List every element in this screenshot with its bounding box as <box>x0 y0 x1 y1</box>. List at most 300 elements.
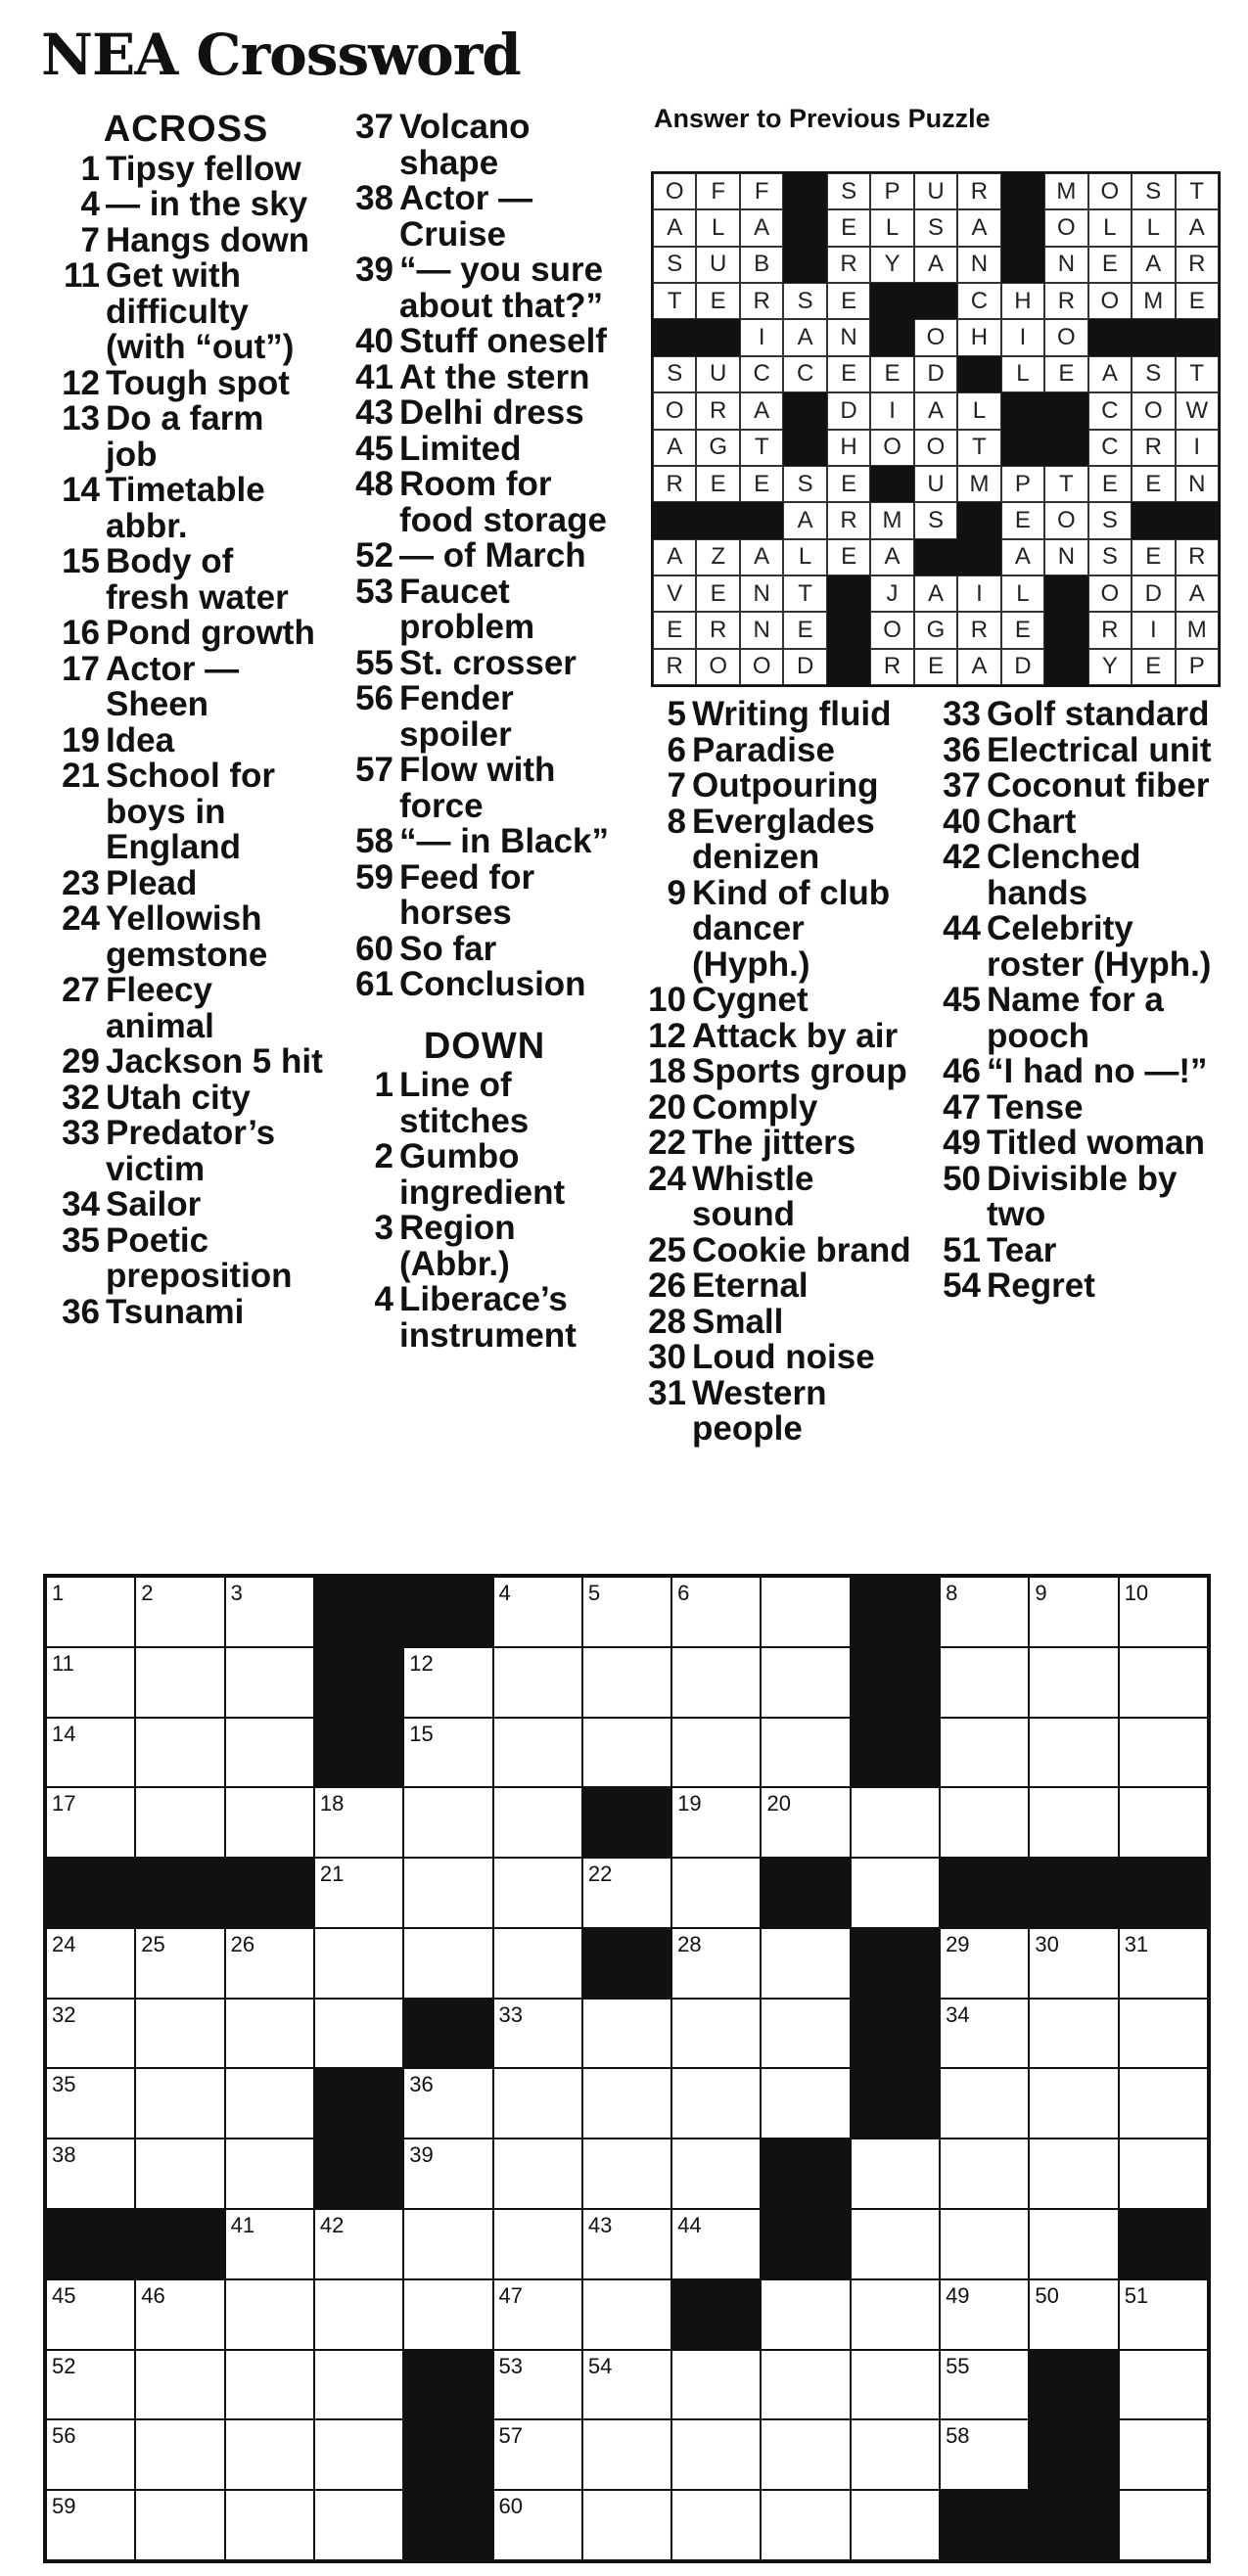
black-square <box>1029 1858 1118 1928</box>
answer-letter-cell: A <box>1088 356 1132 392</box>
clue <box>641 1087 915 1127</box>
grid-cell[interactable] <box>761 1787 850 1858</box>
grid-cell[interactable] <box>1119 2279 1208 2350</box>
grid-cell[interactable] <box>46 2350 135 2420</box>
grid-cell[interactable] <box>582 2209 671 2279</box>
black-square <box>403 1577 492 1647</box>
grid-cell[interactable] <box>671 1577 761 1647</box>
grid-cell[interactable] <box>225 2068 314 2139</box>
answer-letter-cell: L <box>870 209 913 246</box>
clue <box>641 1268 915 1305</box>
grid-cell[interactable] <box>671 2490 761 2560</box>
answer-letter-cell: A <box>740 209 783 246</box>
grid-cell[interactable] <box>46 1577 135 1647</box>
grid-cell[interactable] <box>403 2209 492 2279</box>
grid-cell[interactable] <box>225 2139 314 2209</box>
clue-text: Tsunami <box>106 1292 245 1331</box>
black-square <box>403 2350 492 2420</box>
grid-cell[interactable] <box>225 2279 314 2350</box>
clue-text: Conclusion <box>399 965 586 1003</box>
grid-cell[interactable] <box>135 2490 224 2560</box>
down-heading: DOWN <box>423 1025 546 1067</box>
answer-letter-cell: L <box>957 392 1000 429</box>
clue <box>343 253 626 324</box>
grid-cell[interactable] <box>1119 1999 1208 2069</box>
grid-cell[interactable] <box>582 2139 671 2209</box>
answer-letter-cell: P <box>870 173 913 209</box>
answer-letter-cell: O <box>1132 392 1175 429</box>
grid-cell[interactable] <box>1119 2419 1208 2490</box>
grid-cell[interactable] <box>940 2279 1029 2350</box>
answer-letter-cell: A <box>783 502 826 538</box>
grid-cell[interactable] <box>493 2068 582 2139</box>
clue-number: 7 <box>667 766 686 805</box>
grid-cell[interactable] <box>493 2209 582 2279</box>
grid-cell[interactable] <box>135 1577 224 1647</box>
grid-cell[interactable] <box>1119 2350 1208 2420</box>
grid-cell[interactable] <box>403 2279 492 2350</box>
spacer <box>343 1003 626 1027</box>
answer-black-square <box>1001 247 1044 283</box>
clue-number: 22 <box>648 1124 686 1162</box>
grid-cell[interactable] <box>314 1787 403 1858</box>
grid-cell[interactable] <box>761 2279 850 2350</box>
answer-letter-cell: R <box>696 612 739 648</box>
cell-number: 57 <box>498 2423 524 2449</box>
grid-cell[interactable] <box>493 1999 582 2069</box>
grid-cell[interactable] <box>225 1999 314 2069</box>
answer-letter-cell: E <box>1176 283 1219 319</box>
grid-cell[interactable] <box>403 2068 492 2139</box>
answer-letter-cell: S <box>1088 502 1132 538</box>
grid-cell[interactable] <box>46 2068 135 2139</box>
grid-cell[interactable] <box>851 2279 940 2350</box>
answer-letter-cell: M <box>1176 612 1219 648</box>
grid-cell[interactable] <box>314 2209 403 2279</box>
answer-letter-cell: R <box>696 392 739 429</box>
black-square <box>851 1577 940 1647</box>
answer-letter-cell: A <box>740 392 783 429</box>
clue-text: Feed for horses <box>399 857 535 932</box>
clue <box>343 110 626 181</box>
answer-black-square <box>783 209 826 246</box>
grid-cell[interactable] <box>493 1718 582 1788</box>
clue-text: Kind of club dancer (Hyph.) <box>692 873 891 984</box>
grid-cell[interactable] <box>135 2350 224 2420</box>
grid-cell[interactable] <box>403 1858 492 1928</box>
grid-cell[interactable] <box>135 1718 224 1788</box>
grid-cell[interactable] <box>940 1718 1029 1788</box>
grid-cell[interactable] <box>46 2279 135 2350</box>
grid-cell[interactable] <box>671 1858 761 1928</box>
grid-cell[interactable] <box>46 1647 135 1718</box>
answer-letter-cell: A <box>653 430 696 466</box>
grid-cell[interactable] <box>225 2350 314 2420</box>
grid-cell[interactable] <box>851 2209 940 2279</box>
answer-black-square <box>783 430 826 466</box>
grid-cell[interactable] <box>582 1577 671 1647</box>
grid-cell[interactable] <box>493 1928 582 1999</box>
answer-black-square <box>1176 319 1219 355</box>
grid-cell[interactable] <box>225 2490 314 2560</box>
clue <box>49 473 323 544</box>
grid-cell[interactable] <box>671 2068 761 2139</box>
black-square <box>761 2209 850 2279</box>
clue-text: Body of fresh water <box>106 542 289 617</box>
grid-cell[interactable] <box>761 1647 850 1718</box>
grid-cell[interactable] <box>225 1577 314 1647</box>
clue-text: Do a farm job <box>106 399 264 474</box>
grid-cell[interactable] <box>403 1718 492 1788</box>
clue <box>641 1126 915 1162</box>
clue <box>930 697 1214 733</box>
grid-cell[interactable] <box>46 2139 135 2209</box>
grid-cell[interactable] <box>761 1928 850 1999</box>
clue-text: “— you sure about that?” <box>399 251 604 325</box>
answer-letter-cell: I <box>1132 612 1175 648</box>
grid-cell[interactable] <box>1119 2490 1208 2560</box>
clue-number: 52 <box>355 536 393 575</box>
grid-cell[interactable] <box>940 1928 1029 1999</box>
grid-cell[interactable] <box>1029 1787 1118 1858</box>
answer-black-square <box>1044 430 1087 466</box>
grid-cell[interactable] <box>314 1928 403 1999</box>
answer-letter-cell: N <box>957 247 1000 283</box>
black-square <box>403 2490 492 2560</box>
black-square <box>582 1787 671 1858</box>
grid-cell[interactable] <box>1119 1928 1208 1999</box>
clue <box>641 1302 915 1341</box>
grid-cell[interactable] <box>582 1858 671 1928</box>
grid-cell[interactable] <box>403 1787 492 1858</box>
clue <box>641 1340 915 1376</box>
puzzle-title: NEA Crossword <box>41 22 521 88</box>
answer-letter-cell: I <box>957 575 1000 612</box>
black-square <box>314 1718 403 1788</box>
grid-cell[interactable] <box>46 1928 135 1999</box>
grid-cell[interactable] <box>671 2139 761 2209</box>
grid-cell[interactable] <box>314 2350 403 2420</box>
answer-letter-cell: S <box>914 502 957 538</box>
cell-number: 11 <box>52 1650 74 1676</box>
grid-cell[interactable] <box>851 1787 940 1858</box>
cell-number: 8 <box>946 1581 958 1605</box>
grid-cell[interactable] <box>493 2350 582 2420</box>
grid-cell[interactable] <box>851 1858 940 1928</box>
clue-text: Jackson 5 hit <box>106 1042 323 1081</box>
grid-cell[interactable] <box>493 2139 582 2209</box>
answer-letter-cell: R <box>740 283 783 319</box>
cell-number: 31 <box>1124 1931 1149 1956</box>
cell-number: 35 <box>52 2072 76 2097</box>
grid-cell[interactable] <box>582 2490 671 2560</box>
grid-cell[interactable] <box>1119 1647 1208 1718</box>
grid-cell[interactable] <box>940 1999 1029 2069</box>
grid-cell[interactable] <box>761 1999 850 2069</box>
answer-letter-cell: N <box>740 612 783 648</box>
cell-number: 14 <box>52 1721 76 1746</box>
grid-cell[interactable] <box>1029 1718 1118 1788</box>
clue-number: 4 <box>80 185 100 223</box>
grid-cell[interactable] <box>403 1647 492 1718</box>
clue <box>343 929 626 968</box>
grid-cell[interactable] <box>135 1999 224 2069</box>
grid-cell[interactable] <box>940 2419 1029 2490</box>
clue <box>930 1126 1214 1162</box>
cell-number: 60 <box>498 2494 524 2519</box>
clue-number: 30 <box>648 1338 686 1376</box>
grid-cell[interactable] <box>46 1787 135 1858</box>
grid-cell[interactable] <box>493 2279 582 2350</box>
answer-black-square <box>1044 649 1087 685</box>
grid-cell[interactable] <box>940 2139 1029 2209</box>
grid-cell[interactable] <box>1029 2209 1118 2279</box>
grid-cell[interactable] <box>671 2419 761 2490</box>
grid-cell[interactable] <box>582 1647 671 1718</box>
grid-cell[interactable] <box>403 2139 492 2209</box>
cell-number: 43 <box>587 2213 613 2238</box>
grid-cell[interactable] <box>225 2209 314 2279</box>
grid-cell[interactable] <box>1119 2068 1208 2139</box>
clue-text: Volcano shape <box>399 108 531 182</box>
answer-letter-cell: E <box>1132 466 1175 502</box>
clue-text: Tear <box>987 1230 1057 1269</box>
grid-cell[interactable] <box>851 2139 940 2209</box>
clue-text: Celebrity roster (Hyph.) <box>987 909 1212 984</box>
grid-cell[interactable] <box>493 2490 582 2560</box>
cell-number: 50 <box>1035 2282 1059 2308</box>
clue-number: 23 <box>62 863 100 902</box>
grid-cell[interactable] <box>1029 2139 1118 2209</box>
clue-text: Electrical unit <box>987 730 1212 769</box>
answer-letter-cell: I <box>740 319 783 355</box>
clue <box>343 467 626 538</box>
grid-cell[interactable] <box>761 1577 850 1647</box>
clue-text: St. crosser <box>399 643 577 682</box>
cell-number: 44 <box>677 2213 702 2238</box>
grid-cell[interactable] <box>940 2068 1029 2139</box>
answer-letter-cell: T <box>1176 173 1219 209</box>
answer-letter-cell: D <box>827 392 870 429</box>
grid-cell[interactable] <box>135 1787 224 1858</box>
clue <box>930 983 1214 1054</box>
grid-cell[interactable] <box>940 2350 1029 2420</box>
answer-letter-cell: I <box>870 392 913 429</box>
grid-cell[interactable] <box>1119 1787 1208 1858</box>
clue-number: 17 <box>62 649 100 688</box>
answer-letter-cell: R <box>1088 612 1132 648</box>
grid-cell[interactable] <box>135 2279 224 2350</box>
grid-cell[interactable] <box>1029 2279 1118 2350</box>
grid-cell[interactable] <box>314 1858 403 1928</box>
clue-text: Region (Abbr.) <box>399 1209 516 1283</box>
answer-letter-cell: L <box>1088 209 1132 246</box>
grid-cell[interactable] <box>582 2068 671 2139</box>
answer-letter-cell: S <box>783 283 826 319</box>
answer-letter-cell: E <box>1001 612 1044 648</box>
grid-cell[interactable] <box>225 1787 314 1858</box>
cell-number: 21 <box>319 1862 345 1887</box>
clue-number: 1 <box>374 1066 393 1104</box>
answer-letter-cell: S <box>1132 356 1175 392</box>
clue-number: 18 <box>648 1052 686 1090</box>
grid-cell[interactable] <box>940 1787 1029 1858</box>
grid-cell[interactable] <box>582 2350 671 2420</box>
grid-cell[interactable] <box>671 1647 761 1718</box>
cell-number: 1 <box>52 1581 65 1605</box>
clue-text: Paradise <box>692 730 835 769</box>
clue-text: Actor — Cruise <box>399 179 533 253</box>
grid-cell[interactable] <box>135 1928 224 1999</box>
grid-cell[interactable] <box>493 1647 582 1718</box>
answer-letter-cell: O <box>653 173 696 209</box>
clue-text: At the stern <box>399 357 590 396</box>
clue-number: 59 <box>355 857 393 897</box>
cell-number: 12 <box>409 1650 434 1676</box>
clue-number: 50 <box>943 1159 981 1198</box>
answer-letter-cell: S <box>653 356 696 392</box>
clue <box>49 1116 323 1187</box>
grid-cell[interactable] <box>1119 2139 1208 2209</box>
black-square <box>851 1999 940 2069</box>
clue <box>49 401 323 473</box>
grid-cell[interactable] <box>46 2419 135 2490</box>
grid-cell[interactable] <box>314 1999 403 2069</box>
grid-cell[interactable] <box>493 1787 582 1858</box>
cell-number: 18 <box>319 1791 345 1817</box>
grid-cell[interactable] <box>761 2350 850 2420</box>
grid-cell[interactable] <box>225 1647 314 1718</box>
clue-text: So far <box>399 929 497 968</box>
answer-letter-cell: F <box>696 173 739 209</box>
grid-cell[interactable] <box>671 1787 761 1858</box>
answer-letter-cell: O <box>1088 283 1132 319</box>
clue-number: 56 <box>355 679 393 717</box>
grid-cell[interactable] <box>582 1999 671 2069</box>
clue-number: 36 <box>62 1292 100 1331</box>
grid-cell[interactable] <box>671 2350 761 2420</box>
grid-cell[interactable] <box>135 2068 224 2139</box>
clue-number: 14 <box>62 471 100 509</box>
answer-letter-cell: E <box>1132 539 1175 575</box>
grid-cell[interactable] <box>671 2209 761 2279</box>
grid-cell[interactable] <box>940 2209 1029 2279</box>
black-square <box>1029 2419 1118 2490</box>
clue-text: Eternal <box>692 1266 809 1305</box>
clue-text: Tense <box>987 1087 1084 1127</box>
grid-cell[interactable] <box>582 2419 671 2490</box>
clue <box>49 863 323 902</box>
grid-cell[interactable] <box>1029 1577 1118 1647</box>
grid-cell[interactable] <box>582 2279 671 2350</box>
clue <box>343 824 626 860</box>
grid-cell[interactable] <box>761 2068 850 2139</box>
cell-number: 39 <box>409 2142 434 2168</box>
grid-cell[interactable] <box>135 2139 224 2209</box>
grid-cell[interactable] <box>225 2419 314 2490</box>
grid-cell[interactable] <box>1029 1647 1118 1718</box>
grid-cell[interactable] <box>940 1647 1029 1718</box>
grid-cell[interactable] <box>1029 2068 1118 2139</box>
grid-cell[interactable] <box>314 2419 403 2490</box>
answer-letter-cell: S <box>653 247 696 283</box>
clue-text: Flow with force <box>399 751 556 825</box>
grid-cell[interactable] <box>851 2419 940 2490</box>
answer-letter-cell: A <box>957 209 1000 246</box>
clue-text: Idea <box>106 720 175 759</box>
grid-cell[interactable] <box>851 2350 940 2420</box>
black-square <box>314 1647 403 1718</box>
clue-text: Poetic preposition <box>106 1220 293 1295</box>
grid-cell[interactable] <box>493 1577 582 1647</box>
answer-letter-cell: E <box>914 649 957 685</box>
clue-text: The jitters <box>692 1124 856 1162</box>
grid-cell[interactable] <box>1119 1577 1208 1647</box>
grid-cell[interactable] <box>671 1718 761 1788</box>
answer-letter-cell: O <box>1044 209 1087 246</box>
grid-cell[interactable] <box>761 1718 850 1788</box>
clue-text: Timetable abbr. <box>106 471 265 545</box>
grid-cell[interactable] <box>1029 1999 1118 2069</box>
grid-cell[interactable] <box>314 2279 403 2350</box>
grid-cell[interactable] <box>940 1577 1029 1647</box>
clue <box>641 983 915 1019</box>
answer-black-square <box>1044 612 1087 648</box>
grid-cell[interactable] <box>1029 1928 1118 1999</box>
clue <box>343 395 626 432</box>
cell-number: 6 <box>677 1581 690 1605</box>
black-square <box>135 2209 224 2279</box>
black-square <box>582 1928 671 1999</box>
black-square <box>1119 1858 1208 1928</box>
grid-cell[interactable] <box>493 1858 582 1928</box>
grid-cell[interactable] <box>135 2419 224 2490</box>
answer-letter-cell: H <box>957 319 1000 355</box>
cell-number: 26 <box>230 1931 255 1956</box>
grid-cell[interactable] <box>314 2490 403 2560</box>
grid-cell[interactable] <box>582 1718 671 1788</box>
grid-cell[interactable] <box>671 1999 761 2069</box>
grid-cell[interactable] <box>761 2419 850 2490</box>
answer-letter-cell: Y <box>870 247 913 283</box>
answer-black-square <box>957 539 1000 575</box>
clue-text: Writing fluid <box>692 695 892 733</box>
grid-cell[interactable] <box>225 1718 314 1788</box>
grid-cell[interactable] <box>761 2490 850 2560</box>
grid-cell[interactable] <box>46 1718 135 1788</box>
grid-cell[interactable] <box>135 1647 224 1718</box>
clue <box>343 681 626 753</box>
grid-cell[interactable] <box>46 2490 135 2560</box>
cell-number: 42 <box>319 2213 345 2238</box>
cell-number: 24 <box>52 1931 76 1956</box>
grid-cell[interactable] <box>493 2419 582 2490</box>
grid-cell[interactable] <box>46 1999 135 2069</box>
clue-text: Name for a pooch <box>987 981 1164 1055</box>
grid-cell[interactable] <box>225 1928 314 1999</box>
grid-cell[interactable] <box>1119 1718 1208 1788</box>
clue-text: Tough spot <box>106 363 290 402</box>
grid-cell[interactable] <box>403 1928 492 1999</box>
clue-text: Plead <box>106 863 198 902</box>
answer-letter-cell: G <box>696 430 739 466</box>
clue <box>49 759 323 866</box>
cell-number: 20 <box>766 1791 791 1817</box>
clue <box>641 768 915 805</box>
grid-cell[interactable] <box>671 1928 761 1999</box>
cell-number: 17 <box>52 1791 76 1817</box>
grid-cell[interactable] <box>851 2490 940 2560</box>
